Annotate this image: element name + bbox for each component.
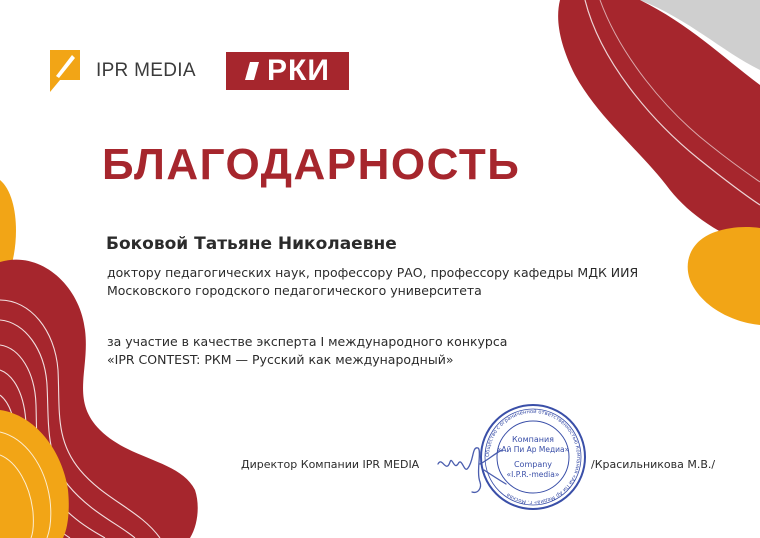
- recipient-position-line: Московского городского педагогического университета: [107, 283, 482, 298]
- ipr-media-logo: [50, 50, 196, 92]
- rki-logo-slash-icon: [245, 62, 259, 80]
- stamp-line: «I.P.R.-media»: [506, 470, 560, 479]
- award-reason-line: за участие в качестве эксперта I международного конкурса: [107, 334, 508, 349]
- stamp-ring-text: Общество с ограниченной ответственностью Компания «Ай Пи Ар Медиа» г. Москва: [484, 408, 582, 506]
- signer-name: /Красильникова М.В./: [591, 458, 716, 471]
- award-reason-line: «IPR CONTEST: РКМ — Русский как международный»: [107, 352, 454, 367]
- stamp-line: Компания: [512, 435, 554, 444]
- rki-logo-text: РКИ: [267, 54, 330, 87]
- recipient-position-line: доктору педагогических наук, профессору РАО, профессору кафедры МДК ИИЯ: [107, 265, 639, 280]
- orange-blob-right: [688, 227, 760, 325]
- ipr-media-logo-text: IPR MEDIA: [96, 60, 196, 81]
- ipr-media-logo-icon: [50, 50, 80, 92]
- director-label: Директор Компании IPR MEDIA: [241, 458, 420, 471]
- company-stamp: [478, 402, 588, 512]
- rki-logo: [226, 52, 349, 90]
- recipient-position: [107, 264, 667, 300]
- stamp-line: «Ай Пи Ар Медиа»: [496, 445, 570, 454]
- stamp-line: Company: [513, 460, 553, 469]
- award-reason: [107, 333, 667, 369]
- certificate-title: БЛАГОДАРНОСТЬ: [102, 140, 521, 189]
- recipient-name: Боковой Татьяне Николаевне: [106, 234, 397, 254]
